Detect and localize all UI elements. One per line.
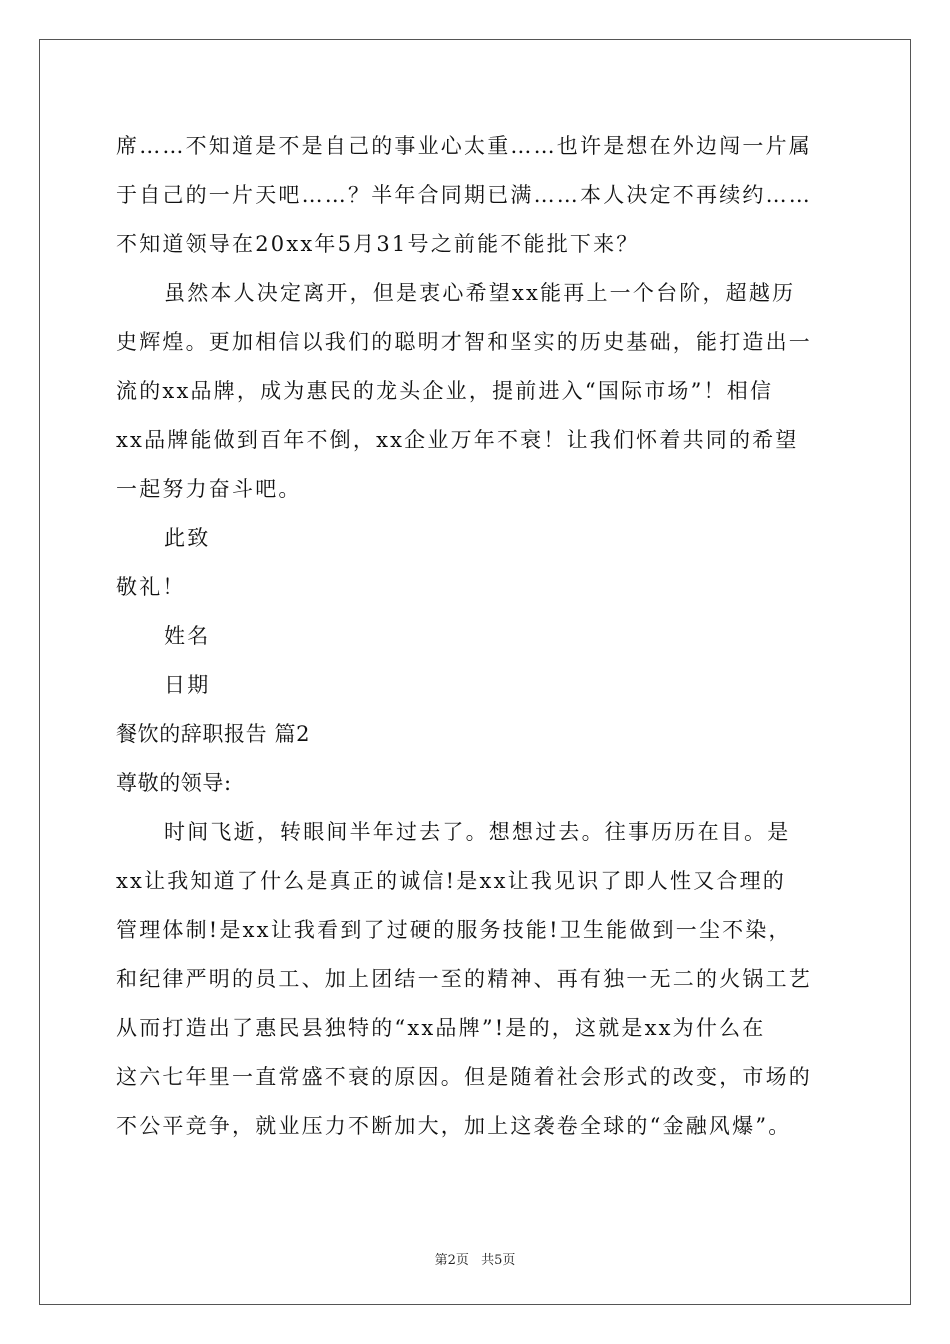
paragraph-line: 时间飞逝，转眼间半年过去了。想想过去。往事历历在目。是 bbox=[164, 820, 791, 844]
paragraph-line: 虽然本人决定离开，但是衷心希望xx能再上一个台阶，超越历 bbox=[164, 281, 796, 305]
paragraph-line: 席……不知道是不是自己的事业心太重……也许是想在外边闯一片属 bbox=[116, 134, 812, 158]
greeting: 尊敬的领导: bbox=[116, 771, 232, 795]
paragraph-line: 不公平竞争，就业压力不断加大，加上这袭卷全球的“金融风爆”。 bbox=[116, 1114, 792, 1138]
paragraph-line: 于自己的一片天吧……？半年合同期已满……本人决定不再续约…… bbox=[116, 183, 812, 207]
signature-name: 姓名 bbox=[164, 624, 211, 648]
paragraph-line: 流的xx品牌，成为惠民的龙头企业，提前进入“国际市场”！相信 bbox=[116, 379, 774, 403]
closing-salutation: 此致 bbox=[164, 526, 211, 550]
paragraph-line: 一起努力奋斗吧。 bbox=[116, 477, 302, 501]
paragraph-line: 和纪律严明的员工、加上团结一至的精神、再有独一无二的火锅工艺 bbox=[116, 967, 812, 991]
paragraph-line: xx让我知道了什么是真正的诚信!是xx让我见识了即人性又合理的 bbox=[116, 869, 787, 893]
paragraph-line: 这六七年里一直常盛不衰的原因。但是随着社会形式的改变，市场的 bbox=[116, 1065, 812, 1089]
closing-regards: 敬礼！ bbox=[116, 575, 186, 599]
paragraph-line: 从而打造出了惠民县独特的“xx品牌”!是的，这就是xx为什么在 bbox=[116, 1016, 766, 1040]
paragraph-line: 史辉煌。更加相信以我们的聪明才智和坚实的历史基础，能打造出一 bbox=[116, 330, 812, 354]
paragraph-line: xx品牌能做到百年不倒，xx企业万年不衰！让我们怀着共同的希望 bbox=[116, 428, 799, 452]
page-footer bbox=[0, 1249, 950, 1268]
paragraph-line: 管理体制!是xx让我看到了过硬的服务技能!卫生能做到一尘不染， bbox=[116, 918, 792, 942]
paragraph-line: 不知道领导在20xx年5月31号之前能不能批下来？ bbox=[116, 232, 640, 256]
page-total: 共5页 bbox=[481, 1253, 516, 1268]
signature-date: 日期 bbox=[164, 673, 211, 697]
section-title: 餐饮的辞职报告 篇2 bbox=[116, 722, 311, 746]
page-number: 第2页 bbox=[434, 1253, 469, 1268]
